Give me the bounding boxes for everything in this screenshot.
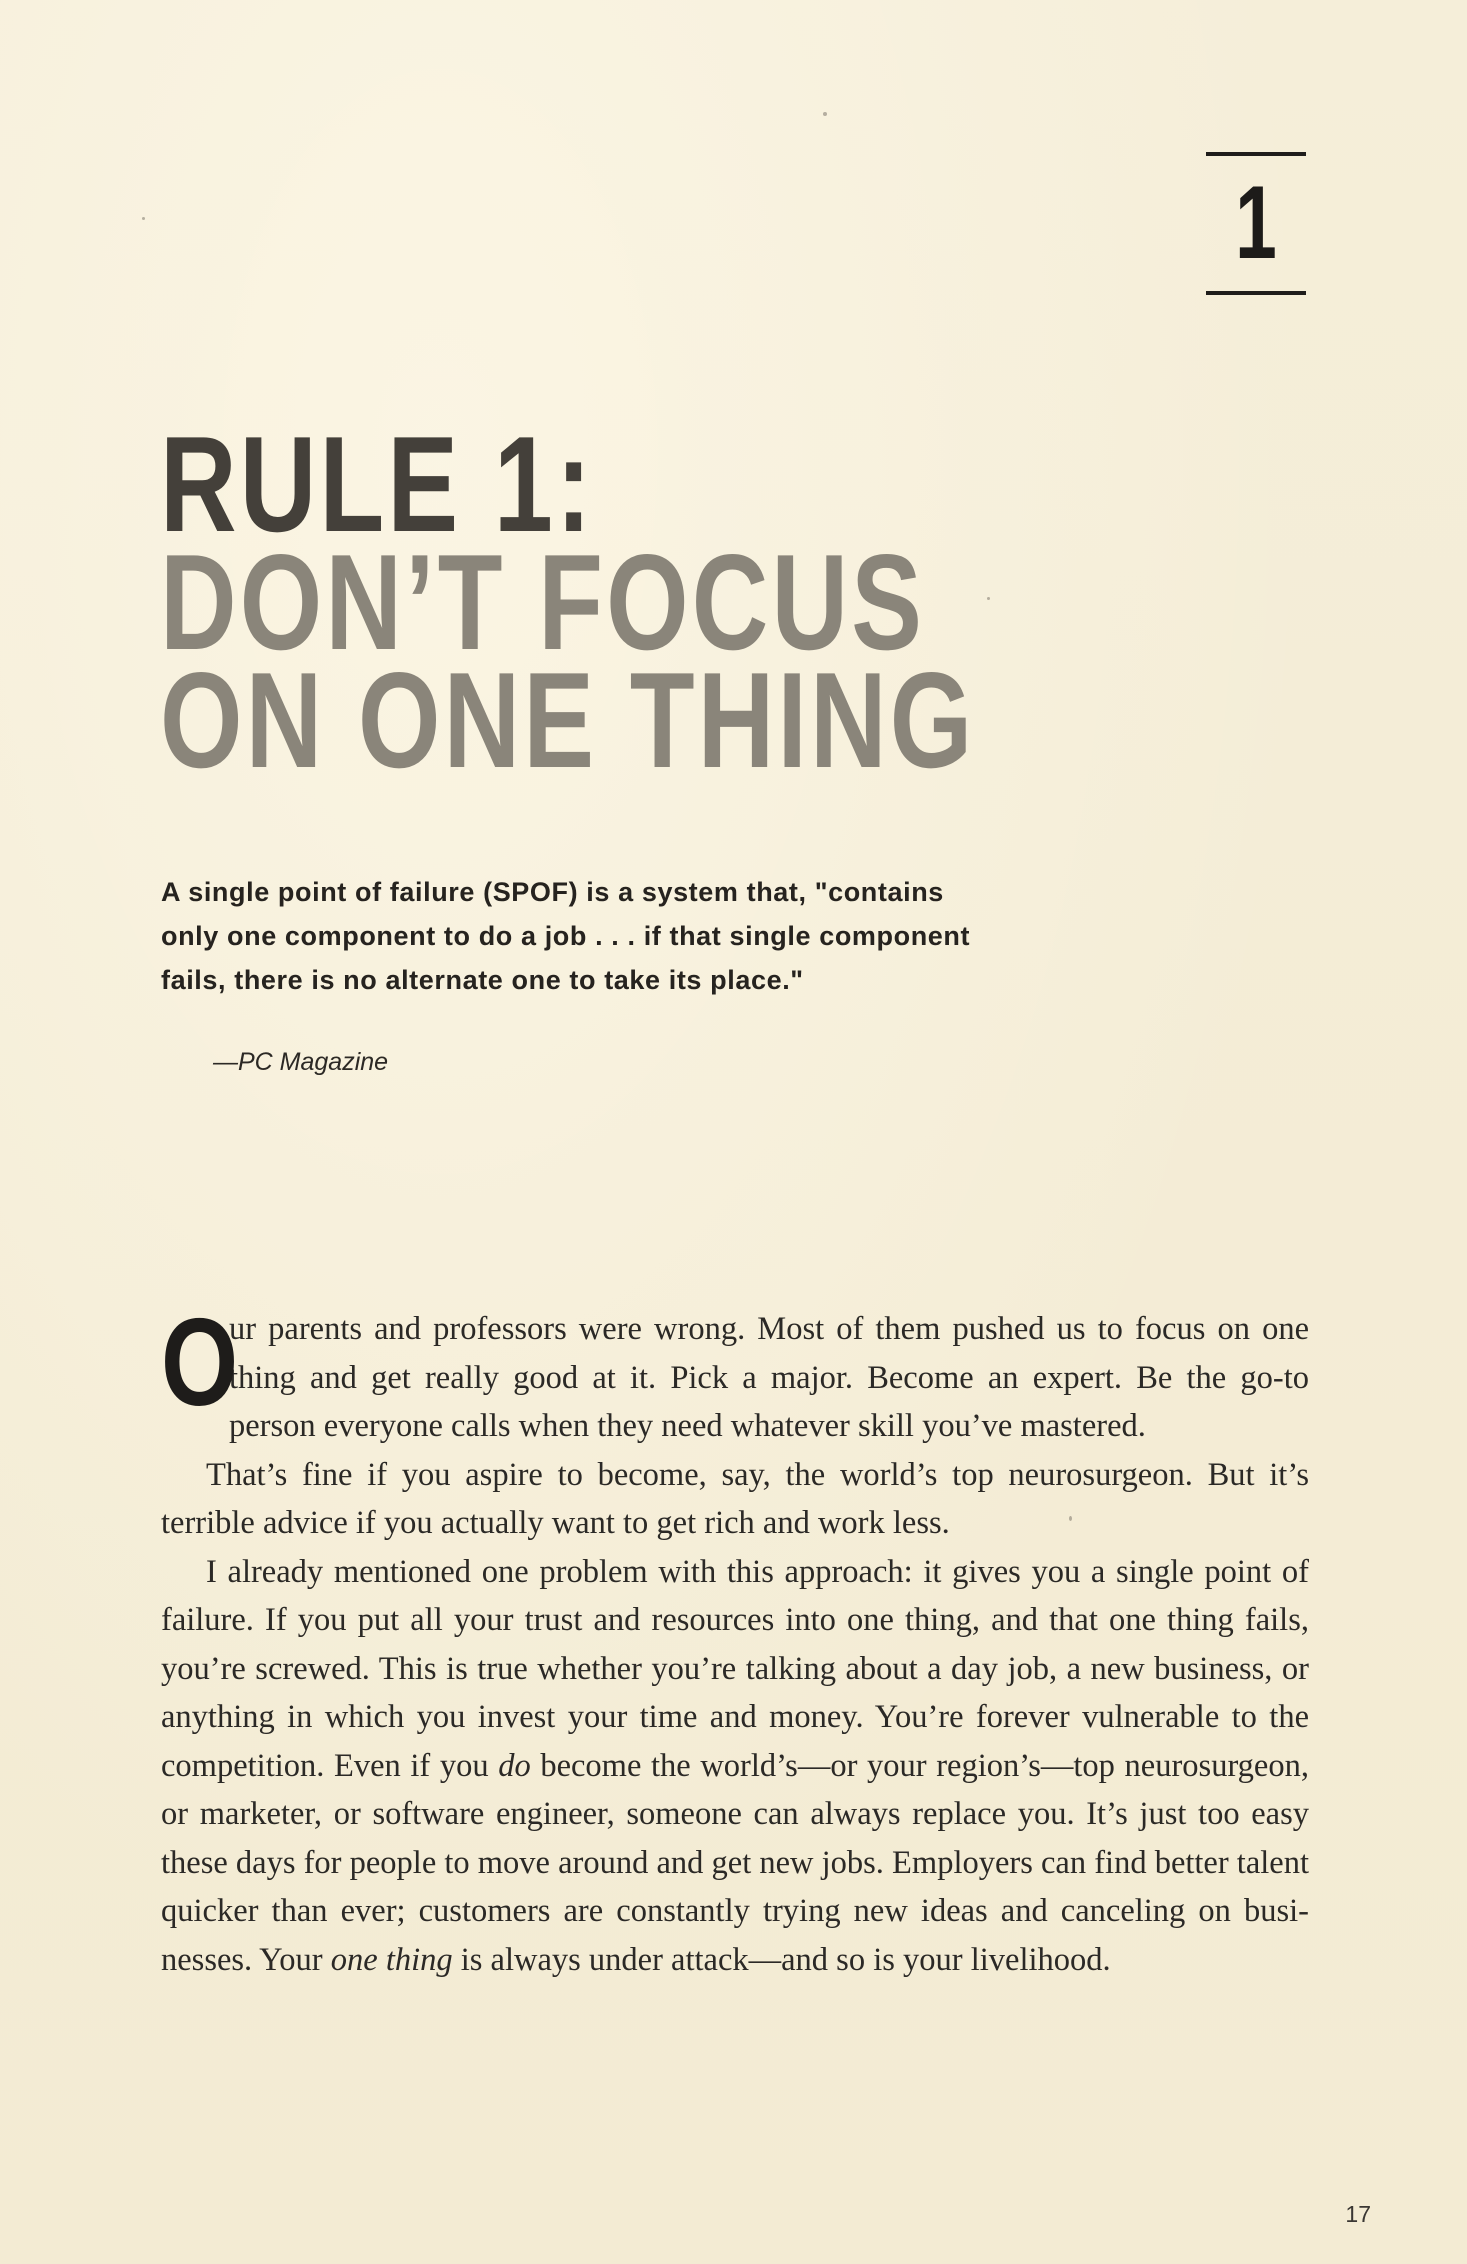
epigraph-quote <box>161 870 1061 1002</box>
paragraph-3-text-c: is always under attack—and so is your livelihood. <box>452 1941 1111 1978</box>
title-line-2: DON’T FOCUS <box>160 526 926 678</box>
title-line-1: RULE 1: <box>160 408 595 560</box>
paragraph-1-text: ur parents and professors were wrong. Most of them pushed us to focus on one thing and get really good at it. Pick a major. Become an expert. Be the go-to person everyone calls when they need whatever skill you’ve mastered. <box>229 1311 1309 1444</box>
epigraph-source: —PC Magazine <box>213 1048 389 1076</box>
epigraph-line-3: fails, there is no alternate one to take its place." <box>161 965 804 995</box>
chapter-rule-bottom <box>1206 291 1306 295</box>
drop-cap: O <box>161 1294 239 1432</box>
paragraph-2: That’s fine if you aspire to become, say, the world’s top neurosurgeon. But it’s terrible advice if you actually want to get rich and work less. <box>161 1456 1309 1541</box>
chapter-number: 1 <box>1235 165 1277 281</box>
page-number: 17 <box>1345 2201 1371 2227</box>
paper-speck <box>987 597 990 600</box>
chapter-rule-top <box>1206 152 1306 156</box>
chapter-title <box>160 408 1060 796</box>
paper-speck <box>142 217 145 220</box>
paragraph-3-emphasis-do: do <box>498 1747 531 1784</box>
paragraph-3 <box>161 1548 1309 1985</box>
body-text <box>161 1294 1309 1984</box>
paper-speck <box>1069 1516 1072 1521</box>
paper-speck <box>823 112 827 116</box>
paragraph-3-text-a: I already mentioned one problem with this approach: it gives you a single point of failure. If you put all your trust and resources into one thing, and that one thing fails, you’re screwed. This is true whether you’re talking about a day job, a new business, or anything in which you invest your time and money. You’re forever vulnerable to the competition. Even if you <box>161 1553 1309 1784</box>
paragraph-1 <box>161 1294 1309 1451</box>
paragraph-3-text-b: become the world’s—or your region’s—top neurosurgeon, or marketer, or software engineer, someone can always replace you. It’s just too easy these days for people to move around and get new jobs. Employers can find better talent quicker than ever; customers are constantly trying new ideas and canceling on businesses. Your <box>161 1747 1309 1978</box>
epigraph-line-1: A single point of failure (SPOF) is a system that, "contains <box>161 877 944 907</box>
epigraph-line-2: only one component to do a job . . . if that single component <box>161 921 971 951</box>
title-line-3: ON ONE THING <box>160 644 976 796</box>
paragraph-3-emphasis-one-thing: one thing <box>330 1941 453 1978</box>
